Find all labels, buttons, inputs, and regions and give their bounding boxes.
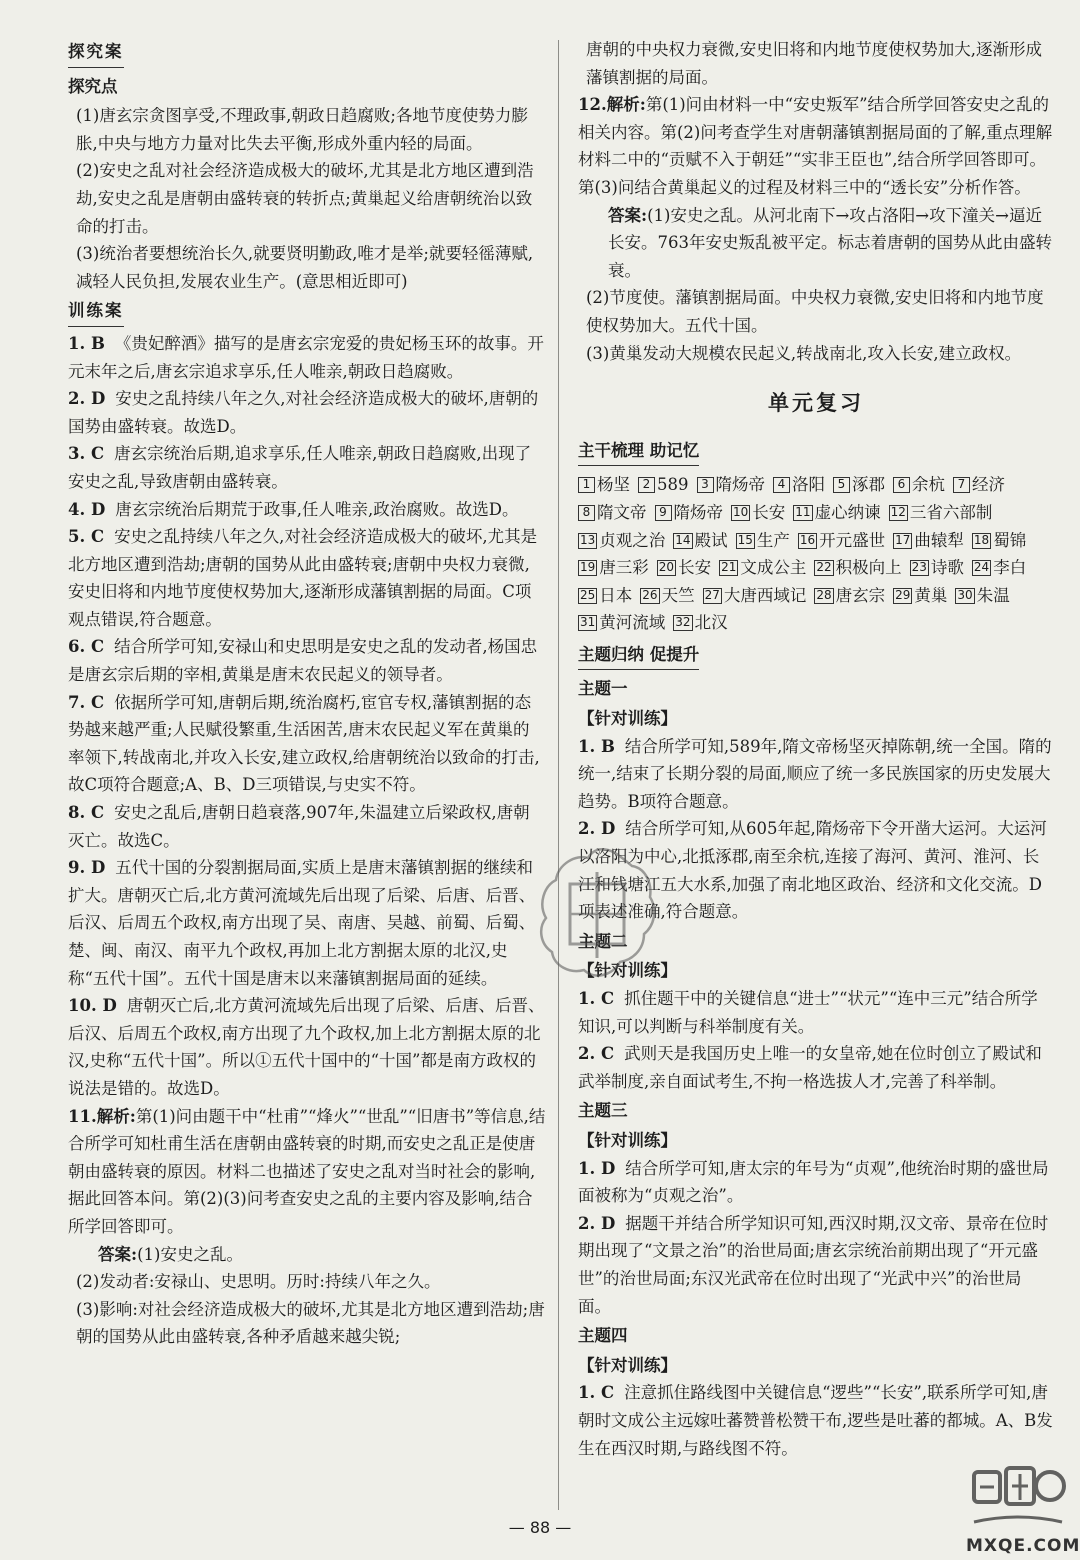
answer-block [578,202,1054,285]
term-text: 朱温 [976,585,1010,605]
item-key: 1. B [68,333,105,353]
theme-name: 主题二 [578,931,628,951]
term-number: 8 [578,505,595,521]
analysis-label: 解析: [96,1106,136,1126]
term-number: 28 [816,587,832,602]
item-text: 《贵妃醉酒》描写的是唐玄宗宠爱的贵妃杨玉环的故事。开元末年之后,唐玄宗追求享乐,任人唯亲,朝政日趋腐败。 [68,333,544,381]
term-text: 诗歌 [930,558,964,578]
term-entry [833,471,885,499]
item-text: 结合所学可知,589年,隋文帝杨坚灭掉陈朝,统一全国。隋的统一,结束了长期分裂的局面,顺应了统一多民族国家的历史发展大趋势。B项符合题意。 [578,736,1052,811]
sort-heading: 主干梳理 助记忆 [578,437,699,467]
term-entry [578,499,647,527]
term-entry [793,499,880,527]
term-text: 积极向上 [835,558,902,578]
term-number: 6 [893,477,910,493]
theme-heading: 主题归纳 促提升 [578,641,699,671]
training-tag: 【针对训练】 [578,961,677,981]
term-text: 隋炀帝 [715,475,765,495]
term-text: 北汉 [694,613,728,633]
term-entry [657,554,711,582]
term-text: 黄河流域 [599,613,666,633]
theme-name: 主题一 [578,679,628,699]
term-text: 黄巢 [914,585,948,605]
answer-item [68,330,546,385]
term-entry [893,527,964,555]
item-key: 1. C [578,1383,615,1403]
item-text: 唐朝灭亡后,北方黄河流域先后出现了后梁、后唐、后晋、后汉、后周五个政权,南方出现了九个政权,加上北方割据太原的北汉,史称“五代十国”。所以①五代十国中的“十国”都是南方政权的说法是错的。故选D。 [68,996,545,1098]
term-number: 7 [953,477,970,493]
term-number: 27 [704,587,720,602]
analysis-label: 解析: [606,95,646,115]
left-column [68,36,546,1351]
term-number: 23 [911,560,927,575]
answer-item [578,1210,1054,1320]
term-number: 19 [580,560,596,575]
term-text: 589 [657,475,689,495]
item-key: 9. D [68,858,106,878]
training-tag: 【针对训练】 [578,709,677,729]
answer-list [68,330,546,1103]
term-entry [640,582,694,610]
stamp-mark [532,842,662,992]
term-text: 大唐西域记 [723,585,807,605]
term-entry [578,527,665,555]
term-entry [703,582,807,610]
term-entry [655,499,724,527]
item-text: 五代十国的分裂割据局面,实质上是唐末藩镇割据的继续和扩大。唐朝灭亡后,北方黄河流域先后出现了后梁、后唐、后晋、后汉、后周五个政权,南方出现了吴、南唐、吴越、前蜀、后蜀、楚、闽、南汉、南平九个政权,再加上北方割据太原的北汉,史称“五代十国”。五代十国是唐末以来藩镇割据局面的延续。 [68,858,536,988]
theme-list [578,675,1054,1462]
item-text: 唐玄宗统治后期,追求享乐,任人唯亲,朝政日趋腐败,出现了安史之乱,导致唐朝由盛转衰。 [68,444,532,491]
right-column [578,36,1054,1462]
item-key: 8. C [68,803,105,823]
term-number: 25 [580,587,596,602]
answer-text: (2)发动者:安禄山、史思明。历时:持续八年之久。 [76,1272,441,1292]
term-entry [673,527,727,555]
term-text: 唐玄宗 [835,585,886,605]
item-text: 结合所学可知,唐太宗的年号为“贞观”,他统治时期的盛世局面被称为“贞观之治”。 [578,1158,1049,1206]
term-entry [673,609,727,637]
item-text: 注意抓住路线图中关键信息“逻些”“长安”,联系所学可知,唐朝时文成公主远嫁吐蕃赞普松赞干布,逻些是吐蕃的都城。A、B发生在西汉时期,与路线图不符。 [578,1383,1053,1458]
answer-item-12 [578,91,1054,201]
term-number: 29 [895,587,911,602]
answer-text: (3)黄巢发动大规模农民起义,转战南北,攻入长安,建立政权。 [586,343,1022,363]
item-key: 6. C [68,637,105,657]
term-text: 长安 [752,502,786,522]
term-number: 17 [895,532,911,547]
term-entry [893,582,947,610]
train-case-heading: 训练案 [68,297,124,327]
term-text: 涿郡 [852,475,885,495]
item-key: 2. D [68,389,106,409]
item-text: 结合所学可知,从605年起,隋炀帝下令开凿大运河。大运河以洛阳为中心,北抵涿郡,南至余杭,连接了海河、黄河、淮河、长江和钱塘江五大水系,加强了南北地区政治、经济和文化交流。D项表述准确,符合题意。 [578,819,1047,922]
term-text: 开元盛世 [819,530,886,550]
term-entry [893,471,945,499]
term-entry [814,582,885,610]
term-entry [578,554,649,582]
term-number: 13 [580,532,596,547]
term-number: 3 [697,477,714,493]
term-text: 生产 [756,530,790,550]
item-key: 3. C [68,444,105,464]
term-entry [910,554,964,582]
term-text: 隋文帝 [597,502,647,522]
analysis-text: 第(1)问由材料一中“安史叛军”结合所学回答安史之乱的相关内容。第(2)问考查学生对唐朝藩镇割据局面的了解,重点理解材料二中的“贡赋不入于朝廷”“实非王臣也”,结合所学回答即可。第(3)问结合黄巢起义的过程及材料三中的“透长安”分析作答。 [578,95,1053,197]
term-text: 经济 [972,475,1005,495]
term-number: 24 [973,560,990,575]
term-entry [955,582,1009,610]
term-entry [953,471,1005,499]
term-number: 2 [638,477,655,493]
theme-name: 主题四 [578,1326,628,1346]
term-text: 三省六部制 [909,502,993,522]
item-text: 唐玄宗统治后期荒于政事,任人唯亲,政治腐败。故选D。 [115,499,519,519]
term-entry [731,499,785,527]
term-number: 14 [675,532,691,547]
term-grid [578,471,1054,637]
term-number: 26 [642,587,658,602]
item-key: 4. D [68,499,106,519]
item-text: 武则天是我国历史上唯一的女皇帝,她在位时创立了殿试和武举制度,亲自面试考生,不拘一格选拔人才,完善了科举制。 [578,1044,1042,1091]
theme-name: 主题三 [578,1101,628,1121]
term-number: 30 [957,587,973,602]
answer-text: (3)影响:对社会经济造成极大的破坏,尤其是北方地区遭到浩劫;唐朝的国势从此由盛转衰,各种矛盾越来越尖锐; [76,1299,545,1347]
answer-item [68,854,546,992]
term-number: 16 [799,532,816,547]
answer-text: (1)安史之乱。从河北南下→攻占洛阳→攻下潼关→逼近长安。763年安史叛乱被平定。标志着唐朝的国势从此由盛转衰。 [608,205,1052,280]
item-key: 7. C [68,692,105,712]
term-number: 1 [578,477,595,493]
term-entry [814,554,901,582]
item-key: 1. C [578,989,615,1008]
answer-item [578,985,1054,1040]
answer-text: (2)节度使。藩镇割据局面。中央权力衰微,安史旧将和内地节度使权势加大。五代十国。 [586,288,1044,335]
item-key: 12. [578,95,607,115]
item-key: 2. D [578,819,616,839]
answer-item [68,496,546,524]
unit-review-title: 单元复习 [768,390,864,416]
term-text: 天竺 [661,585,695,605]
term-number: 21 [721,560,737,575]
term-number: 10 [733,504,749,519]
answer-item [68,799,546,854]
term-text: 蜀锦 [993,530,1027,550]
term-entry [578,609,665,637]
term-text: 洛阳 [792,475,825,495]
term-entry [972,527,1026,555]
term-number: 31 [580,615,596,630]
term-number: 5 [833,477,850,493]
item-key: 2. D [578,1213,616,1233]
answer-item [68,633,546,688]
item-key: 1. B [578,736,615,756]
term-number: 12 [890,504,906,519]
training-tag: 【针对训练】 [578,1130,677,1150]
term-number: 20 [658,560,675,575]
answer-item [578,733,1054,816]
item-key: 11. [68,1106,97,1126]
column-divider [558,40,559,1510]
item-text: 结合所学可知,安禄山和史思明是安史之乱的发动者,杨国忠是唐玄宗后期的宰相,黄巢是唐末农民起义的领导者。 [68,637,538,685]
explore-paragraph: (2)安史之乱对社会经济造成极大的破坏,尤其是北方地区遭到浩劫,安史之乱是唐朝由盛转衰的转折点;黄巢起义给唐朝统治以致命的打击。 [76,161,534,236]
item-text: 安史之乱持续八年之久,对社会经济造成极大的破坏,唐朝的国势由盛转衰。故选D。 [68,389,539,436]
term-text: 文成公主 [740,558,807,578]
term-entry [578,582,632,610]
term-text: 杨坚 [597,475,630,495]
term-entry [719,554,806,582]
analysis-text: 第(1)问由题干中“杜甫”“烽火”“世乱”“旧唐书”等信息,结合所学可知杜甫生活在唐朝由盛转衰的时期,而安史之乱正是使唐朝由盛转衰的原因。材料二也描述了安史之乱对当时社会的影响,据此回答本问。第(2)(3)问考查安史之乱的主要内容及影响,结合所学回答即可。 [68,1106,546,1236]
answer-item [578,1040,1054,1095]
term-number: 32 [675,615,691,630]
answer-label: 答案: [608,205,648,225]
term-number: 11 [795,504,811,519]
term-text: 李白 [993,558,1027,578]
term-number: 18 [973,532,990,547]
item-key: 2. C [578,1044,615,1064]
item-text: 安史之乱持续八年之久,对社会经济造成极大的破坏,尤其是北方地区遭到浩劫;唐朝的国势从此由盛转衰;唐朝中央权力衰微,安史旧将和内地节度使权势加大,逐渐形成藩镇割据的局面。C项观点错误,符合题意。 [68,527,538,629]
item-key: 1. D [578,1158,616,1178]
item-key: 10. D [68,996,117,1016]
answer-item [68,523,546,633]
answer-item [68,385,546,440]
explore-point-heading: 探究点 [68,76,118,96]
term-entry [697,471,766,499]
answer-item [68,689,546,799]
continued-text: 唐朝的中央权力衰微,安史旧将和内地节度使权势加大,逐渐形成藩镇割据的局面。 [586,40,1042,87]
item-text: 抓住题干中的关键信息“进士”“状元”“连中三元”结合所学知识,可以判断与科举制度有关。 [578,989,1038,1036]
answer-item [578,1155,1054,1210]
training-tag: 【针对训练】 [578,1355,677,1375]
term-entry [972,554,1026,582]
term-entry [736,527,790,555]
item-key: 5. C [68,527,105,547]
explore-paragraph: (3)统治者要想统治长久,就要贤明勤政,唯才是举;就要轻徭薄赋,减轻人民负担,发展农业生产。(意思相近即可) [76,244,534,291]
watermark-text: MXQE.COM [966,1536,1080,1556]
item-text: 依据所学可知,唐朝后期,统治腐朽,宦官专权,藩镇割据的态势越来越严重;人民赋役繁重,生活困苦,唐末农民起义军在黄巢的率领下,转战南北,并攻入长安,建立政权,给唐朝统治以致命的打击,故C项符合题意;A、B、D三项错误,与史实不符。 [68,692,540,795]
term-entry [798,527,885,555]
term-text: 日本 [599,585,633,605]
explore-paragraph: (1)唐玄宗贪图享受,不理政事,朝政日趋腐败;各地节度使势力膨胀,中央与地方力量对比失去平衡,形成外重内轻的局面。 [76,106,528,153]
item-text: 据题干并结合所学知识可知,西汉时期,汉文帝、景帝在位时期出现了“文景之治”的治世局面;唐玄宗统治前期出现了“开元盛世”的治世局面;东汉光武帝在位时出现了“光武中兴”的治世局面。 [578,1213,1049,1316]
term-number: 9 [655,505,672,521]
term-entry [889,499,993,527]
answer-item [68,992,546,1102]
answer-item [578,1379,1054,1462]
term-text: 隋炀帝 [673,502,723,522]
term-entry [773,471,825,499]
term-entry [578,471,630,499]
term-entry [638,471,689,499]
page-number: — 88 — [508,1518,572,1537]
explore-case-heading: 探究案 [68,38,124,68]
term-number: 4 [773,477,790,493]
term-text: 殿试 [694,530,728,550]
answer-text: (1)安史之乱。 [137,1244,243,1264]
answer-label: 答案: [98,1244,138,1264]
term-text: 唐三彩 [599,558,649,578]
term-text: 余杭 [912,475,945,495]
answer-item [68,440,546,495]
answer-item-11 [68,1103,546,1241]
term-text: 贞观之治 [599,530,666,550]
term-text: 曲辕犁 [914,530,964,550]
item-text: 安史之乱后,唐朝日趋衰落,907年,朱温建立后梁政权,唐朝灭亡。故选C。 [68,803,530,850]
term-text: 长安 [678,558,712,578]
term-number: 22 [816,560,832,575]
term-text: 虚心纳谏 [814,502,881,522]
answer-block [68,1241,546,1269]
term-number: 15 [737,532,753,547]
